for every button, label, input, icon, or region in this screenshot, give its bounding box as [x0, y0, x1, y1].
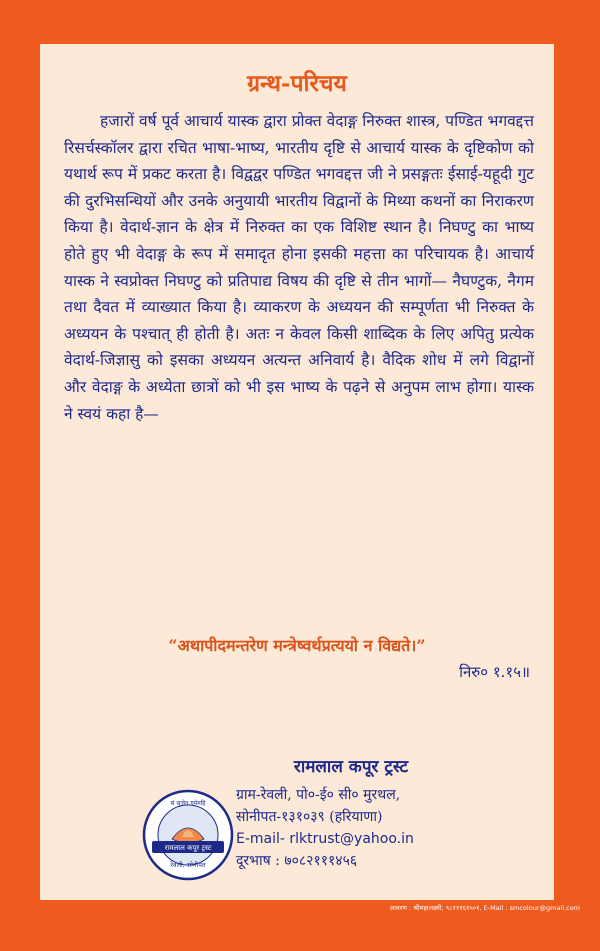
svg-text:सं सृजेन गमेमहि: सं सृजेन गमेमहि — [170, 800, 206, 807]
quote-reference: निरु० १.१५॥ — [459, 663, 530, 681]
page-title: ग्रन्थ-परिचय — [247, 70, 347, 97]
intro-paragraph: हजारों वर्ष पूर्व आचार्य यास्क द्वारा प्रोक्त वेदाङ्ग निरुक्त शास्त्र, पण्डित भगवद्दत्त रिसर्चस्कॉलर द्वारा रचित भाषा-भाष्य, भारतीय दृष्टि से आचार्य यास्क के दृष्टिकोण को यथार्थ रूप में प्रकट करता है। विद्वद्वर पण्डित भगवद्दत्त जी ने प्रसङ्गतः ईसाई-यहूदी गुट की दुरभिसन्धियों और उनके अनुयायी भारतीय विद्वानों के मिथ्या कथनों का निराकरण किया है। वेदार्थ-ज्ञान के क्षेत्र में निरुक्त का एक विशिष्ट स्थान है। निघण्टु का भाष्य होते हुए भी वेदाङ्ग के रूप में समादृत होना इसकी महत्ता का परिचायक है। आचार्य यास्क ने स्वप्रोक्त निघण्टु को प्रतिपाद्य विषय की दृष्टि से तीन भागों— नैघण्टुक, नैगम तथा दैवत में व्याख्यात किया है। व्याकरण के अध्ययन की सम्पूर्णता भी निरुक्त के अध्ययन के पश्चात् ही होती है। अतः न केवल किसी शाब्दिक के लिए अपितु प्रत्येक वेदार्थ-जिज्ञासु को इसका अध्ययन अत्यन्त अनिवार्य है। वैदिक शोध में लगे विद्वानों और वेदाङ्ग के अध्येता छात्रों को भी इस भाष्य के पढ़ने से अनुपम लाभ होगा। यास्क ने स्वयं कहा है— — [64, 112, 534, 423]
phone-number: दूरभाष : ७०८२१११४५६ — [236, 853, 358, 869]
contact-block — [236, 756, 466, 872]
address-line-1: ग्राम-रेवली, पो०-ई० सी० मुरथल, — [236, 787, 401, 803]
intro-panel — [40, 44, 554, 900]
email-address: E-mail- rlktrust@yahoo.in — [236, 831, 414, 847]
address-line-2: सोनीपत-१३१०३९ (हरियाणा) — [236, 809, 383, 825]
trust-seal-logo — [142, 789, 234, 881]
svg-text:रेवली, सोनीपत: रेवली, सोनीपत — [170, 861, 206, 869]
sanskrit-quote: “अथापीदमन्तरेण मन्त्रेष्वर्थप्रत्ययो न विद्यते।” — [168, 636, 426, 655]
printer-credit: आवरण : श्रीमहालक्ष्मी; ९८१११६१५०१, E-Mail : smcolour@gmail.com — [389, 904, 580, 912]
org-name: रामलाल कपूर ट्रस्ट — [293, 757, 409, 777]
svg-text:रामलाल कपूर ट्रस्ट: रामलाल कपूर ट्रस्ट — [164, 844, 212, 852]
